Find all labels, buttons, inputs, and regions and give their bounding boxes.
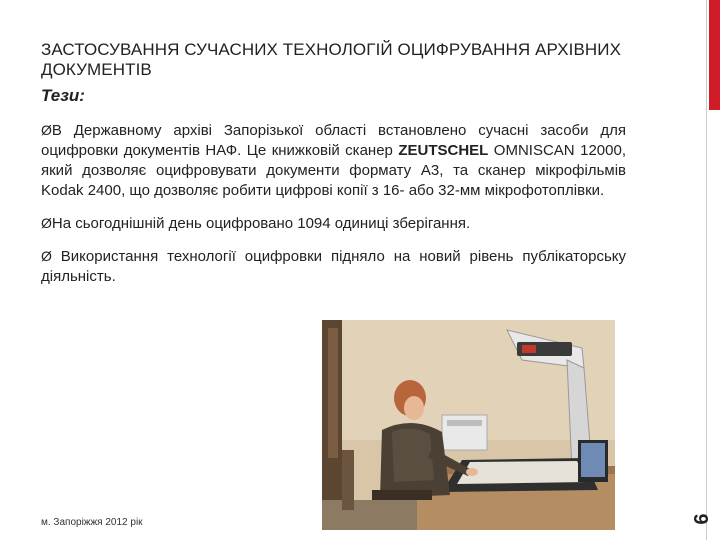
right-divider-line bbox=[706, 0, 707, 540]
scanner-photo bbox=[322, 320, 615, 530]
bullet-paragraph-3 bbox=[41, 246, 626, 287]
arrow-bullet-icon: Ø bbox=[41, 248, 52, 264]
page-number: 9 bbox=[689, 513, 712, 525]
paragraph-1-bold: ZEUTSCHEL bbox=[398, 142, 489, 159]
paragraph-3-text: Використання технології оцифровки підняло на новий рівень публікаторську діяльність. bbox=[41, 248, 626, 285]
bullet-paragraph-2 bbox=[41, 213, 626, 234]
slide-title: ЗАСТОСУВАННЯ СУЧАСНИХ ТЕХНОЛОГІЙ ОЦИФРУВАННЯ АРХІВНИХ ДОКУМЕНТІВ bbox=[41, 40, 622, 79]
bullet-paragraph-1 bbox=[41, 120, 626, 201]
paragraph-1-text-a: В Державному архіві Запорізької області встановлено сучасні засоби для оцифровки документів НАФ. Це книжковій сканер bbox=[41, 122, 626, 159]
footer-text: м. Запоріжжя 2012 рік bbox=[41, 517, 143, 528]
paragraph-1-text-b: OMNISCAN 12000, який дозволяє оцифровувати документи формату А3, та сканер мікрофільмів Kodak 2400, що дозволяє робити цифрові копії з 16- або 32-мм мікрофотоплівки. bbox=[41, 142, 626, 199]
slide-subtitle: Тези: bbox=[41, 86, 85, 105]
arrow-bullet-icon: Ø bbox=[41, 215, 52, 231]
arrow-bullet-icon: Ø bbox=[41, 122, 52, 138]
accent-bar bbox=[709, 0, 720, 110]
body-text bbox=[41, 120, 626, 299]
paragraph-2-text: На сьогоднішній день оцифровано 1094 одиниці зберігання. bbox=[51, 215, 471, 232]
